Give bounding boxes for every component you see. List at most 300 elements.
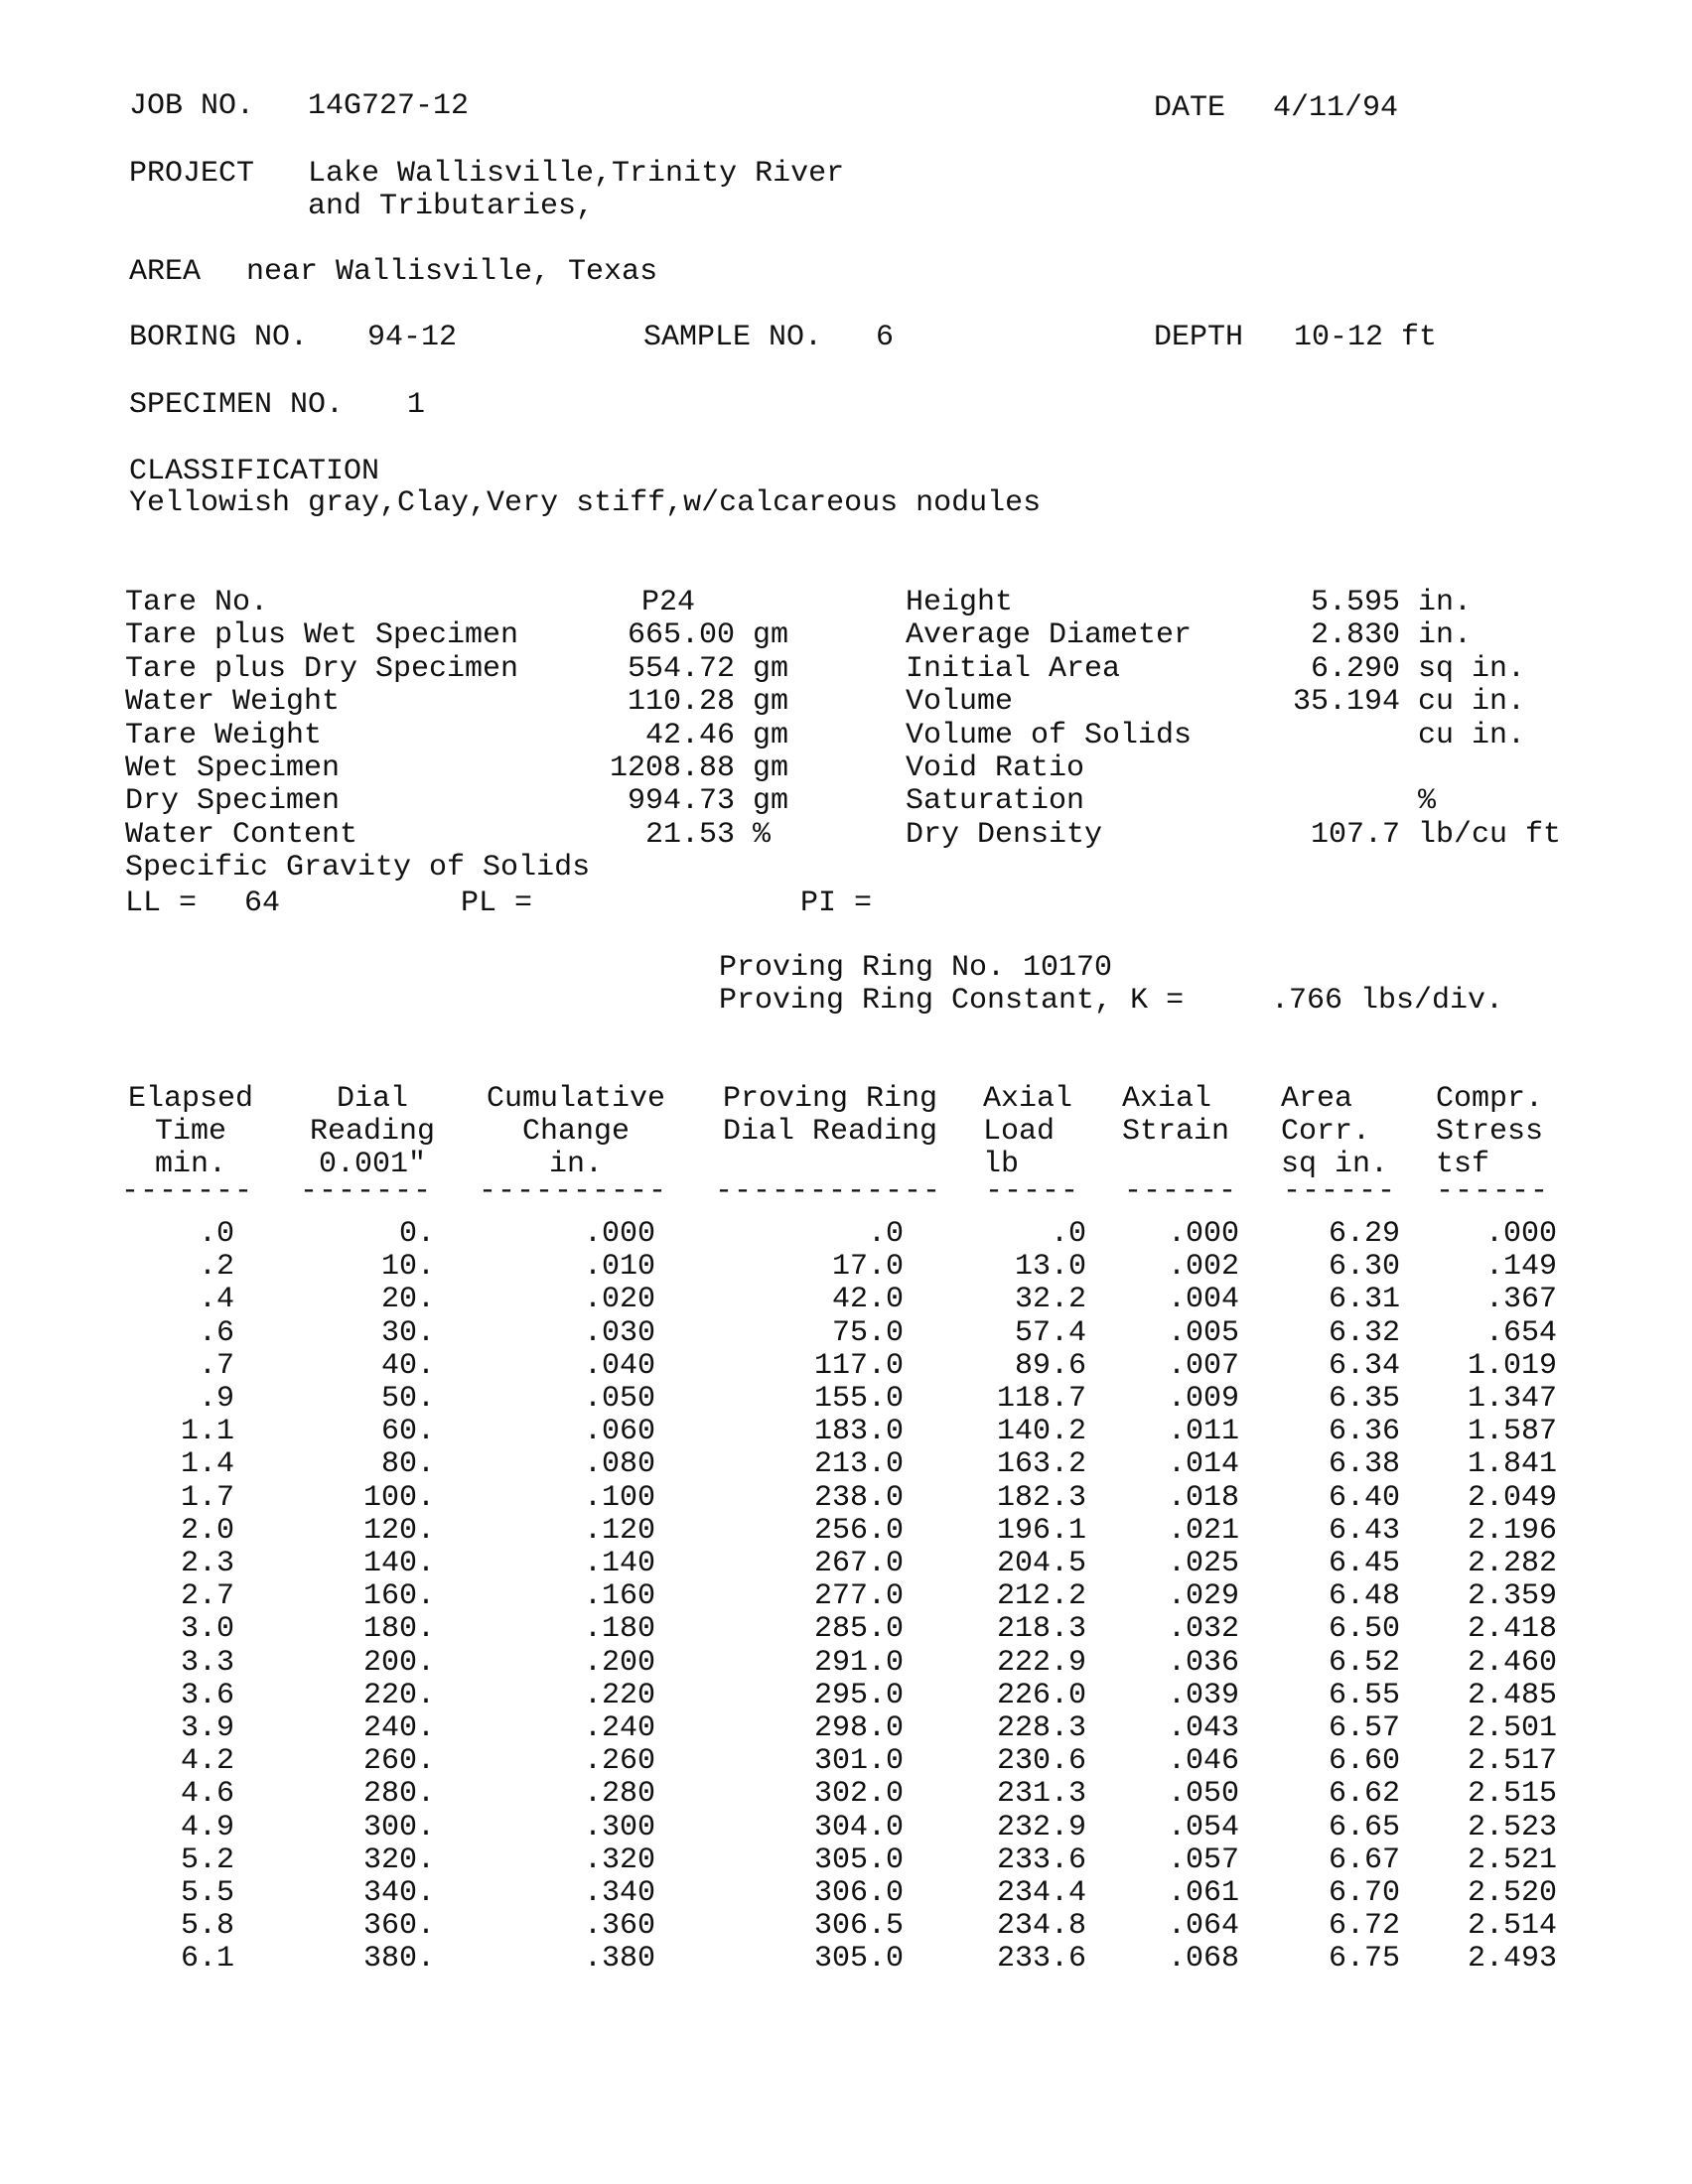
table-row (0, 1250, 1692, 1284)
table-row (0, 1843, 1692, 1877)
table-cell: .140 (583, 1547, 655, 1580)
table-cell: 260. (362, 1744, 435, 1779)
column-header: 0.001" (318, 1148, 427, 1181)
table-cell: 302.0 (813, 1777, 904, 1812)
area-label: AREA (129, 255, 202, 289)
table-cell: .039 (1167, 1678, 1239, 1712)
table-cell: 183.0 (813, 1415, 904, 1449)
table-cell: 230.6 (996, 1744, 1086, 1779)
table-cell: 212.2 (996, 1579, 1086, 1614)
table-cell: 4.2 (180, 1744, 234, 1779)
table-cell: 6.65 (1328, 1810, 1400, 1844)
specimen-no-value: 1 (407, 388, 426, 422)
column-header: Change (521, 1115, 631, 1149)
table-cell: .021 (1167, 1513, 1239, 1548)
table-cell: .9 (198, 1382, 234, 1416)
table-cell: 5.5 (180, 1876, 234, 1910)
specimen-right-label: Saturation (906, 784, 1085, 819)
table-row (0, 1711, 1692, 1745)
table-cell: 1.347 (1467, 1382, 1557, 1416)
proving-ring-constant-label: Proving Ring Constant, K = (719, 984, 1185, 1018)
table-cell: 118.7 (996, 1382, 1086, 1416)
table-row (0, 1646, 1692, 1680)
table-cell: 163.2 (996, 1447, 1086, 1482)
specimen-right-unit: cu in. (1418, 718, 1526, 752)
column-header: Elapsed (127, 1082, 254, 1116)
table-cell: 1.4 (180, 1447, 234, 1482)
specimen-left-value: 554.72 (627, 651, 735, 686)
column-divider: ----- (985, 1174, 1080, 1208)
table-cell: 6.32 (1328, 1315, 1400, 1350)
table-cell: 6.35 (1328, 1382, 1400, 1416)
table-cell: 140.2 (996, 1415, 1086, 1449)
table-cell: 5.8 (180, 1909, 234, 1944)
table-cell: 4.6 (180, 1777, 234, 1812)
table-cell: 6.50 (1328, 1612, 1400, 1647)
specimen-right-label: Volume (906, 685, 1014, 720)
boring-no-label: BORING NO. (129, 321, 309, 354)
table-cell: 3.9 (180, 1711, 234, 1745)
table-row (0, 1415, 1692, 1448)
table-cell: .054 (1167, 1810, 1239, 1844)
table-cell: 6.67 (1328, 1843, 1400, 1877)
pl-label: PL = (461, 887, 533, 920)
specimen-left-value: 1208.88 (609, 751, 735, 785)
table-cell: 2.3 (180, 1547, 234, 1580)
table-cell: 20. (380, 1283, 435, 1317)
table-cell: 180. (362, 1612, 435, 1647)
specimen-left-label: Tare No. (125, 586, 269, 619)
table-cell: .011 (1167, 1415, 1239, 1449)
column-header: sq in. (1281, 1148, 1389, 1181)
table-cell: 6.45 (1328, 1547, 1400, 1580)
table-cell: .0 (198, 1217, 234, 1251)
table-cell: 295.0 (813, 1678, 904, 1712)
table-cell: .043 (1167, 1711, 1239, 1745)
table-cell: 238.0 (813, 1480, 904, 1515)
column-header: Stress (1436, 1115, 1544, 1149)
specimen-right-label: Average Diameter (906, 618, 1193, 653)
column-header: Area (1281, 1082, 1353, 1116)
table-cell: 305.0 (813, 1843, 904, 1877)
table-row (0, 1547, 1692, 1580)
table-cell: 360. (362, 1909, 435, 1944)
table-cell: .0 (1050, 1217, 1086, 1251)
table-cell: .654 (1484, 1315, 1557, 1350)
table-cell: 117.0 (813, 1348, 904, 1383)
table-cell: .220 (583, 1678, 655, 1712)
table-cell: 234.8 (996, 1909, 1086, 1944)
specimen-right-label: Void Ratio (906, 751, 1085, 785)
table-cell: 6.1 (180, 1942, 234, 1977)
specimen-right-unit: cu in. (1418, 685, 1526, 720)
table-cell: 160. (362, 1579, 435, 1614)
table-cell: 6.55 (1328, 1678, 1400, 1712)
table-cell: .260 (583, 1744, 655, 1779)
specimen-right-value: 5.595 (1310, 586, 1400, 619)
table-cell: 6.29 (1328, 1217, 1400, 1251)
table-cell: 6.36 (1328, 1415, 1400, 1449)
table-cell: 222.9 (996, 1645, 1086, 1680)
project-label: PROJECT (129, 157, 255, 191)
specimen-right-unit: in. (1418, 618, 1473, 653)
table-cell: .004 (1167, 1283, 1239, 1317)
table-cell: 6.57 (1328, 1711, 1400, 1745)
area-value: near Wallisville, Texas (246, 255, 658, 289)
table-cell: 6.31 (1328, 1283, 1400, 1317)
table-cell: 233.6 (996, 1942, 1086, 1977)
specimen-right-unit: in. (1418, 586, 1473, 619)
table-cell: 2.7 (180, 1579, 234, 1614)
boring-no-value: 94-12 (367, 321, 458, 354)
table-cell: 218.3 (996, 1612, 1086, 1647)
table-cell: .6 (198, 1315, 234, 1350)
specimen-right-value: 6.290 (1310, 651, 1400, 686)
column-header: Dial Reading (722, 1115, 938, 1149)
table-cell: 60. (380, 1415, 435, 1449)
table-cell: 2.514 (1467, 1909, 1557, 1944)
specimen-left-unit: % (753, 817, 772, 852)
column-header: min. (154, 1148, 226, 1181)
proving-ring-number: Proving Ring No. 10170 (719, 951, 1113, 985)
table-cell: 6.60 (1328, 1744, 1400, 1779)
table-cell: 380. (362, 1942, 435, 1977)
table-cell: 2.049 (1467, 1480, 1557, 1515)
table-cell: 30. (380, 1315, 435, 1350)
table-cell: .360 (583, 1909, 655, 1944)
table-cell: .005 (1167, 1315, 1239, 1350)
specimen-right-label: Volume of Solids (906, 718, 1193, 752)
table-cell: 2.196 (1467, 1513, 1557, 1548)
table-cell: .040 (583, 1348, 655, 1383)
table-cell: .020 (583, 1283, 655, 1317)
table-row (0, 1481, 1692, 1515)
table-cell: .080 (583, 1447, 655, 1482)
table-cell: .120 (583, 1513, 655, 1548)
job-no-label: JOB NO. (129, 89, 255, 123)
classification-value: Yellowish gray,Clay,Very stiff,w/calcareous nodules (129, 486, 1042, 520)
table-cell: 6.48 (1328, 1579, 1400, 1614)
table-cell: .025 (1167, 1547, 1239, 1580)
table-cell: 182.3 (996, 1480, 1086, 1515)
table-cell: 306.5 (813, 1909, 904, 1944)
table-cell: 300. (362, 1810, 435, 1844)
table-cell: .064 (1167, 1909, 1239, 1944)
specimen-left-unit: gm (753, 751, 789, 785)
project-line-2: and Tributaries, (308, 190, 595, 223)
table-cell: 2.0 (180, 1513, 234, 1548)
table-cell: 200. (362, 1645, 435, 1680)
table-cell: 2.517 (1467, 1744, 1557, 1779)
specimen-left-unit: gm (753, 718, 789, 752)
table-cell: 6.43 (1328, 1513, 1400, 1548)
column-header: Reading (309, 1115, 436, 1149)
column-divider: ---------- (479, 1174, 668, 1208)
column-header: Compr. (1436, 1082, 1544, 1116)
table-cell: 6.52 (1328, 1645, 1400, 1680)
column-divider: ------- (121, 1174, 254, 1208)
table-cell: 267.0 (813, 1547, 904, 1580)
table-cell: 285.0 (813, 1612, 904, 1647)
table-cell: .000 (1484, 1217, 1557, 1251)
table-cell: .200 (583, 1645, 655, 1680)
table-cell: 234.4 (996, 1876, 1086, 1910)
table-cell: 256.0 (813, 1513, 904, 1548)
specimen-left-value: P24 (640, 586, 695, 619)
table-row (0, 1612, 1692, 1646)
job-no-value: 14G727-12 (308, 89, 470, 123)
specimen-left-label: Tare Weight (125, 718, 323, 752)
table-row (0, 1283, 1692, 1316)
column-header: Cumulative (486, 1082, 666, 1116)
table-cell: 2.282 (1467, 1547, 1557, 1580)
table-cell: 1.7 (180, 1480, 234, 1515)
table-cell: 213.0 (813, 1447, 904, 1482)
table-cell: 6.70 (1328, 1876, 1400, 1910)
column-header: in. (548, 1148, 603, 1181)
table-cell: 306.0 (813, 1876, 904, 1910)
table-cell: 2.418 (1467, 1612, 1557, 1647)
table-cell: .010 (583, 1250, 655, 1285)
table-cell: .7 (198, 1348, 234, 1383)
column-header: Strain (1122, 1115, 1230, 1149)
table-row (0, 1909, 1692, 1943)
column-header: Corr. (1281, 1115, 1371, 1149)
specimen-right-label: Height (906, 586, 1014, 619)
table-cell: 2.460 (1467, 1645, 1557, 1680)
column-divider: ------ (1283, 1174, 1397, 1208)
table-cell: .060 (583, 1415, 655, 1449)
table-row (0, 1811, 1692, 1844)
table-cell: .4 (198, 1283, 234, 1317)
table-cell: 80. (380, 1447, 435, 1482)
table-cell: 220. (362, 1678, 435, 1712)
sample-no-label: SAMPLE NO. (643, 321, 823, 354)
table-cell: 120. (362, 1513, 435, 1548)
table-cell: .018 (1167, 1480, 1239, 1515)
table-cell: .149 (1484, 1250, 1557, 1285)
table-cell: 40. (380, 1348, 435, 1383)
ll-label: LL = (125, 887, 198, 920)
table-cell: .036 (1167, 1645, 1239, 1680)
table-cell: 1.019 (1467, 1348, 1557, 1383)
table-row (0, 1942, 1692, 1976)
table-cell: .000 (583, 1217, 655, 1251)
table-cell: .300 (583, 1810, 655, 1844)
table-cell: .320 (583, 1843, 655, 1877)
table-cell: .007 (1167, 1348, 1239, 1383)
table-row (0, 1876, 1692, 1910)
table-cell: 305.0 (813, 1942, 904, 1977)
date-value: 4/11/94 (1273, 91, 1399, 125)
sample-no-value: 6 (876, 321, 895, 354)
table-cell: 1.1 (180, 1415, 234, 1449)
table-cell: 2.521 (1467, 1843, 1557, 1877)
table-cell: .367 (1484, 1283, 1557, 1317)
depth-label: DEPTH (1154, 321, 1244, 354)
table-cell: 140. (362, 1547, 435, 1580)
table-cell: 6.72 (1328, 1909, 1400, 1944)
table-cell: 0. (398, 1217, 435, 1251)
column-divider: ------ (1436, 1174, 1550, 1208)
table-cell: 6.40 (1328, 1480, 1400, 1515)
table-cell: 232.9 (996, 1810, 1086, 1844)
depth-value: 10-12 ft (1294, 321, 1438, 354)
column-header: Dial (336, 1082, 408, 1116)
specimen-left-value: 665.00 (627, 618, 735, 653)
table-cell: 277.0 (813, 1579, 904, 1614)
table-cell: .340 (583, 1876, 655, 1910)
table-cell: 89.6 (1014, 1348, 1086, 1383)
column-header: tsf (1436, 1148, 1490, 1181)
table-cell: .009 (1167, 1382, 1239, 1416)
table-cell: 10. (380, 1250, 435, 1285)
specimen-no-label: SPECIMEN NO. (129, 388, 345, 422)
table-cell: .029 (1167, 1579, 1239, 1614)
table-cell: 196.1 (996, 1513, 1086, 1548)
specimen-right-value: 35.194 (1292, 685, 1400, 720)
column-divider: ------- (300, 1174, 433, 1208)
table-cell: .000 (1167, 1217, 1239, 1251)
date-label: DATE (1154, 91, 1226, 125)
table-cell: 204.5 (996, 1547, 1086, 1580)
table-cell: 6.30 (1328, 1250, 1400, 1285)
table-cell: 75.0 (831, 1315, 904, 1350)
table-cell: 340. (362, 1876, 435, 1910)
proving-ring-constant-value: .766 lbs/div. (1271, 984, 1504, 1018)
table-cell: .0 (867, 1217, 904, 1251)
table-cell: 6.62 (1328, 1777, 1400, 1812)
table-cell: 298.0 (813, 1711, 904, 1745)
table-cell: 100. (362, 1480, 435, 1515)
table-row (0, 1777, 1692, 1811)
table-cell: 42.0 (831, 1283, 904, 1317)
table-cell: 233.6 (996, 1843, 1086, 1877)
column-header: Time (154, 1115, 226, 1149)
column-divider: ------ (1124, 1174, 1238, 1208)
table-cell: 2.493 (1467, 1942, 1557, 1977)
table-cell: .030 (583, 1315, 655, 1350)
column-header: Proving Ring (722, 1082, 938, 1116)
table-cell: 1.841 (1467, 1447, 1557, 1482)
table-cell: 2.523 (1467, 1810, 1557, 1844)
table-cell: 226.0 (996, 1678, 1086, 1712)
table-cell: 3.6 (180, 1678, 234, 1712)
table-cell: .057 (1167, 1843, 1239, 1877)
table-cell: 57.4 (1014, 1315, 1086, 1350)
table-cell: .100 (583, 1480, 655, 1515)
column-header: Axial (1122, 1082, 1212, 1116)
table-cell: 228.3 (996, 1711, 1086, 1745)
table-cell: .050 (1167, 1777, 1239, 1812)
column-header: Load (983, 1115, 1056, 1149)
column-divider: ------------ (715, 1174, 942, 1208)
table-cell: .002 (1167, 1250, 1239, 1285)
specimen-left-value: 42.46 (644, 718, 735, 752)
specimen-left-value: 21.53 (644, 817, 735, 852)
table-cell: 280. (362, 1777, 435, 1812)
table-cell: .014 (1167, 1447, 1239, 1482)
table-cell: 2.359 (1467, 1579, 1557, 1614)
table-cell: 301.0 (813, 1744, 904, 1779)
table-cell: 2.501 (1467, 1711, 1557, 1745)
table-cell: .160 (583, 1579, 655, 1614)
specimen-right-label: Dry Density (906, 817, 1103, 852)
specimen-left-label: Tare plus Wet Specimen (125, 618, 519, 653)
specimen-left-label: Water Content (125, 817, 358, 852)
table-cell: .032 (1167, 1612, 1239, 1647)
column-header: Axial (983, 1082, 1073, 1116)
table-cell: 4.9 (180, 1810, 234, 1844)
specimen-left-unit: gm (753, 784, 789, 819)
table-cell: 3.3 (180, 1645, 234, 1680)
specimen-right-unit: sq in. (1418, 651, 1526, 686)
table-row (0, 1679, 1692, 1712)
pi-label: PI = (800, 887, 873, 920)
table-cell: .061 (1167, 1876, 1239, 1910)
table-row (0, 1514, 1692, 1548)
table-cell: .180 (583, 1612, 655, 1647)
specimen-left-unit: gm (753, 618, 789, 653)
table-cell: 3.0 (180, 1612, 234, 1647)
specimen-left-label: Water Weight (125, 685, 341, 720)
table-cell: .050 (583, 1382, 655, 1416)
table-cell: 17.0 (831, 1250, 904, 1285)
table-cell: 1.587 (1467, 1415, 1557, 1449)
specimen-left-label: Tare plus Dry Specimen (125, 651, 519, 686)
table-cell: .046 (1167, 1744, 1239, 1779)
table-row (0, 1349, 1692, 1383)
table-cell: 13.0 (1014, 1250, 1086, 1285)
table-cell: 155.0 (813, 1382, 904, 1416)
project-line-1: Lake Wallisville,Trinity River (308, 157, 845, 191)
table-row (0, 1217, 1692, 1251)
specimen-right-value: 2.830 (1310, 618, 1400, 653)
table-cell: 5.2 (180, 1843, 234, 1877)
table-cell: .240 (583, 1711, 655, 1745)
table-cell: 6.75 (1328, 1942, 1400, 1977)
table-cell: 320. (362, 1843, 435, 1877)
specimen-right-label: Initial Area (906, 651, 1121, 686)
table-cell: 231.3 (996, 1777, 1086, 1812)
specimen-left-unit: gm (753, 651, 789, 686)
specimen-left-label: Wet Specimen (125, 751, 341, 785)
table-cell: 6.38 (1328, 1447, 1400, 1482)
table-cell: 240. (362, 1711, 435, 1745)
ll-value: 64 (244, 887, 281, 920)
table-row (0, 1447, 1692, 1481)
specimen-right-value: 107.7 (1310, 817, 1400, 852)
table-cell: 304.0 (813, 1810, 904, 1844)
specimen-left-unit: gm (753, 685, 789, 720)
specimen-left-value: 994.73 (627, 784, 735, 819)
classification-label: CLASSIFICATION (129, 455, 380, 488)
table-cell: 32.2 (1014, 1283, 1086, 1317)
table-cell: .280 (583, 1777, 655, 1812)
table-row (0, 1316, 1692, 1350)
table-row (0, 1744, 1692, 1778)
specimen-left-label: Specific Gravity of Solids (125, 851, 591, 886)
specimen-right-unit: lb/cu ft (1418, 817, 1562, 852)
column-header: lb (983, 1148, 1020, 1181)
specimen-right-unit: % (1418, 784, 1437, 819)
table-cell: 50. (380, 1382, 435, 1416)
table-cell: 2.515 (1467, 1777, 1557, 1812)
table-cell: 291.0 (813, 1645, 904, 1680)
table-row (0, 1579, 1692, 1613)
table-cell: 6.34 (1328, 1348, 1400, 1383)
table-cell: 2.520 (1467, 1876, 1557, 1910)
